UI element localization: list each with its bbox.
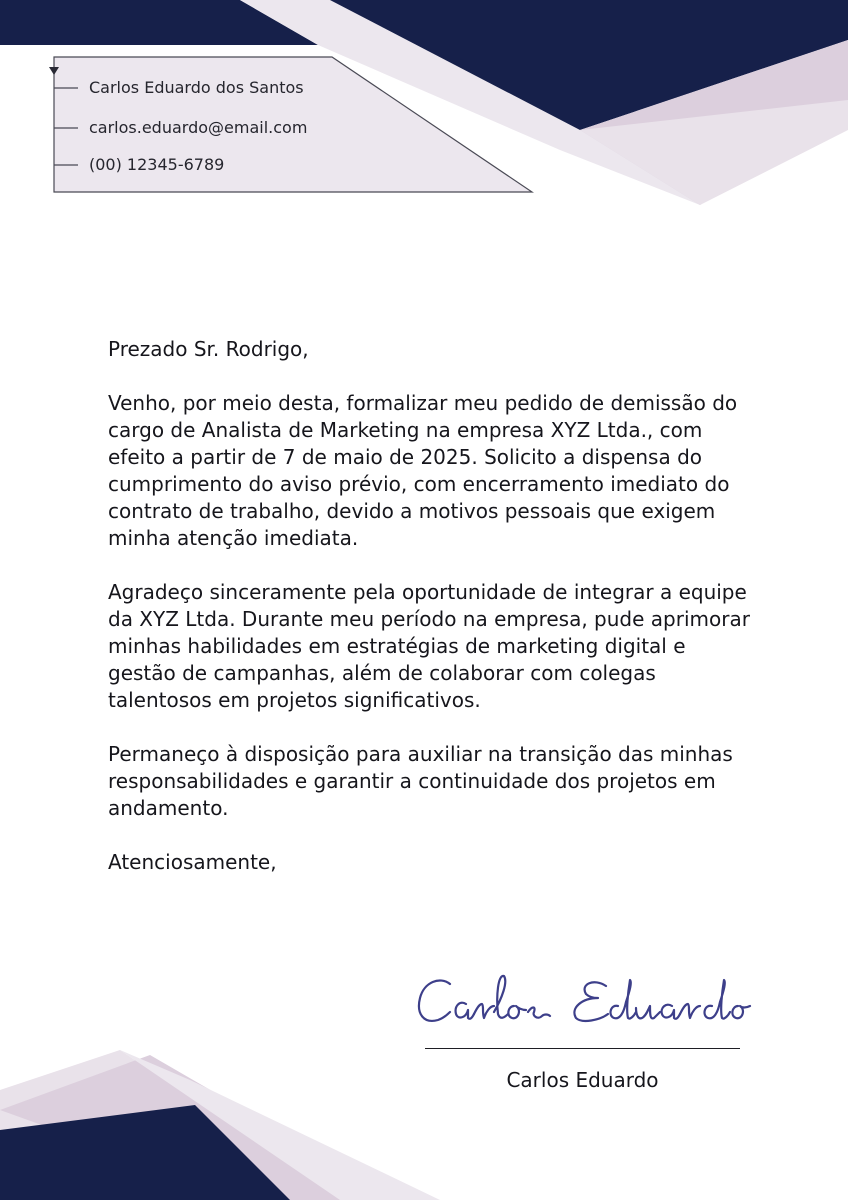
letter-body [108,336,758,903]
signature-name: Carlos Eduardo [506,1068,659,1092]
letter-paragraph: Venho, por meio desta, formalizar meu pedido de demissão do cargo de Analista de Marketing na empresa XYZ Ltda., com efeito a partir de 7 de maio de 2025. Solicito a dispensa do cumprimento do aviso prévio, com encerramento imediato do contrato de trabalho, devido a motivos pessoais que exigem minha atenção imediata. [108,391,738,550]
letter-closing: Atenciosamente, [108,850,277,874]
sender-email: carlos.eduardo@email.com [89,118,308,137]
sender-name: Carlos Eduardo dos Santos [89,78,304,97]
sender-phone: (00) 12345-6789 [89,155,225,174]
letter-greeting: Prezado Sr. Rodrigo, [108,337,309,361]
letter-paragraph: Permaneço à disposição para auxiliar na transição das minhas responsabilidades e garantir a continuidade dos projetos em andamento. [108,742,733,820]
letter-paragraph: Agradeço sinceramente pela oportunidade de integrar a equipe da XYZ Ltda. Durante meu período na empresa, pude aprimorar minhas habilidades em estratégias de marketing digital e gestão de campanhas, além de colaborar com colegas talentosos em projetos significativos. [108,580,750,712]
signature-line [425,1048,740,1049]
handwritten-signature [410,962,770,1042]
